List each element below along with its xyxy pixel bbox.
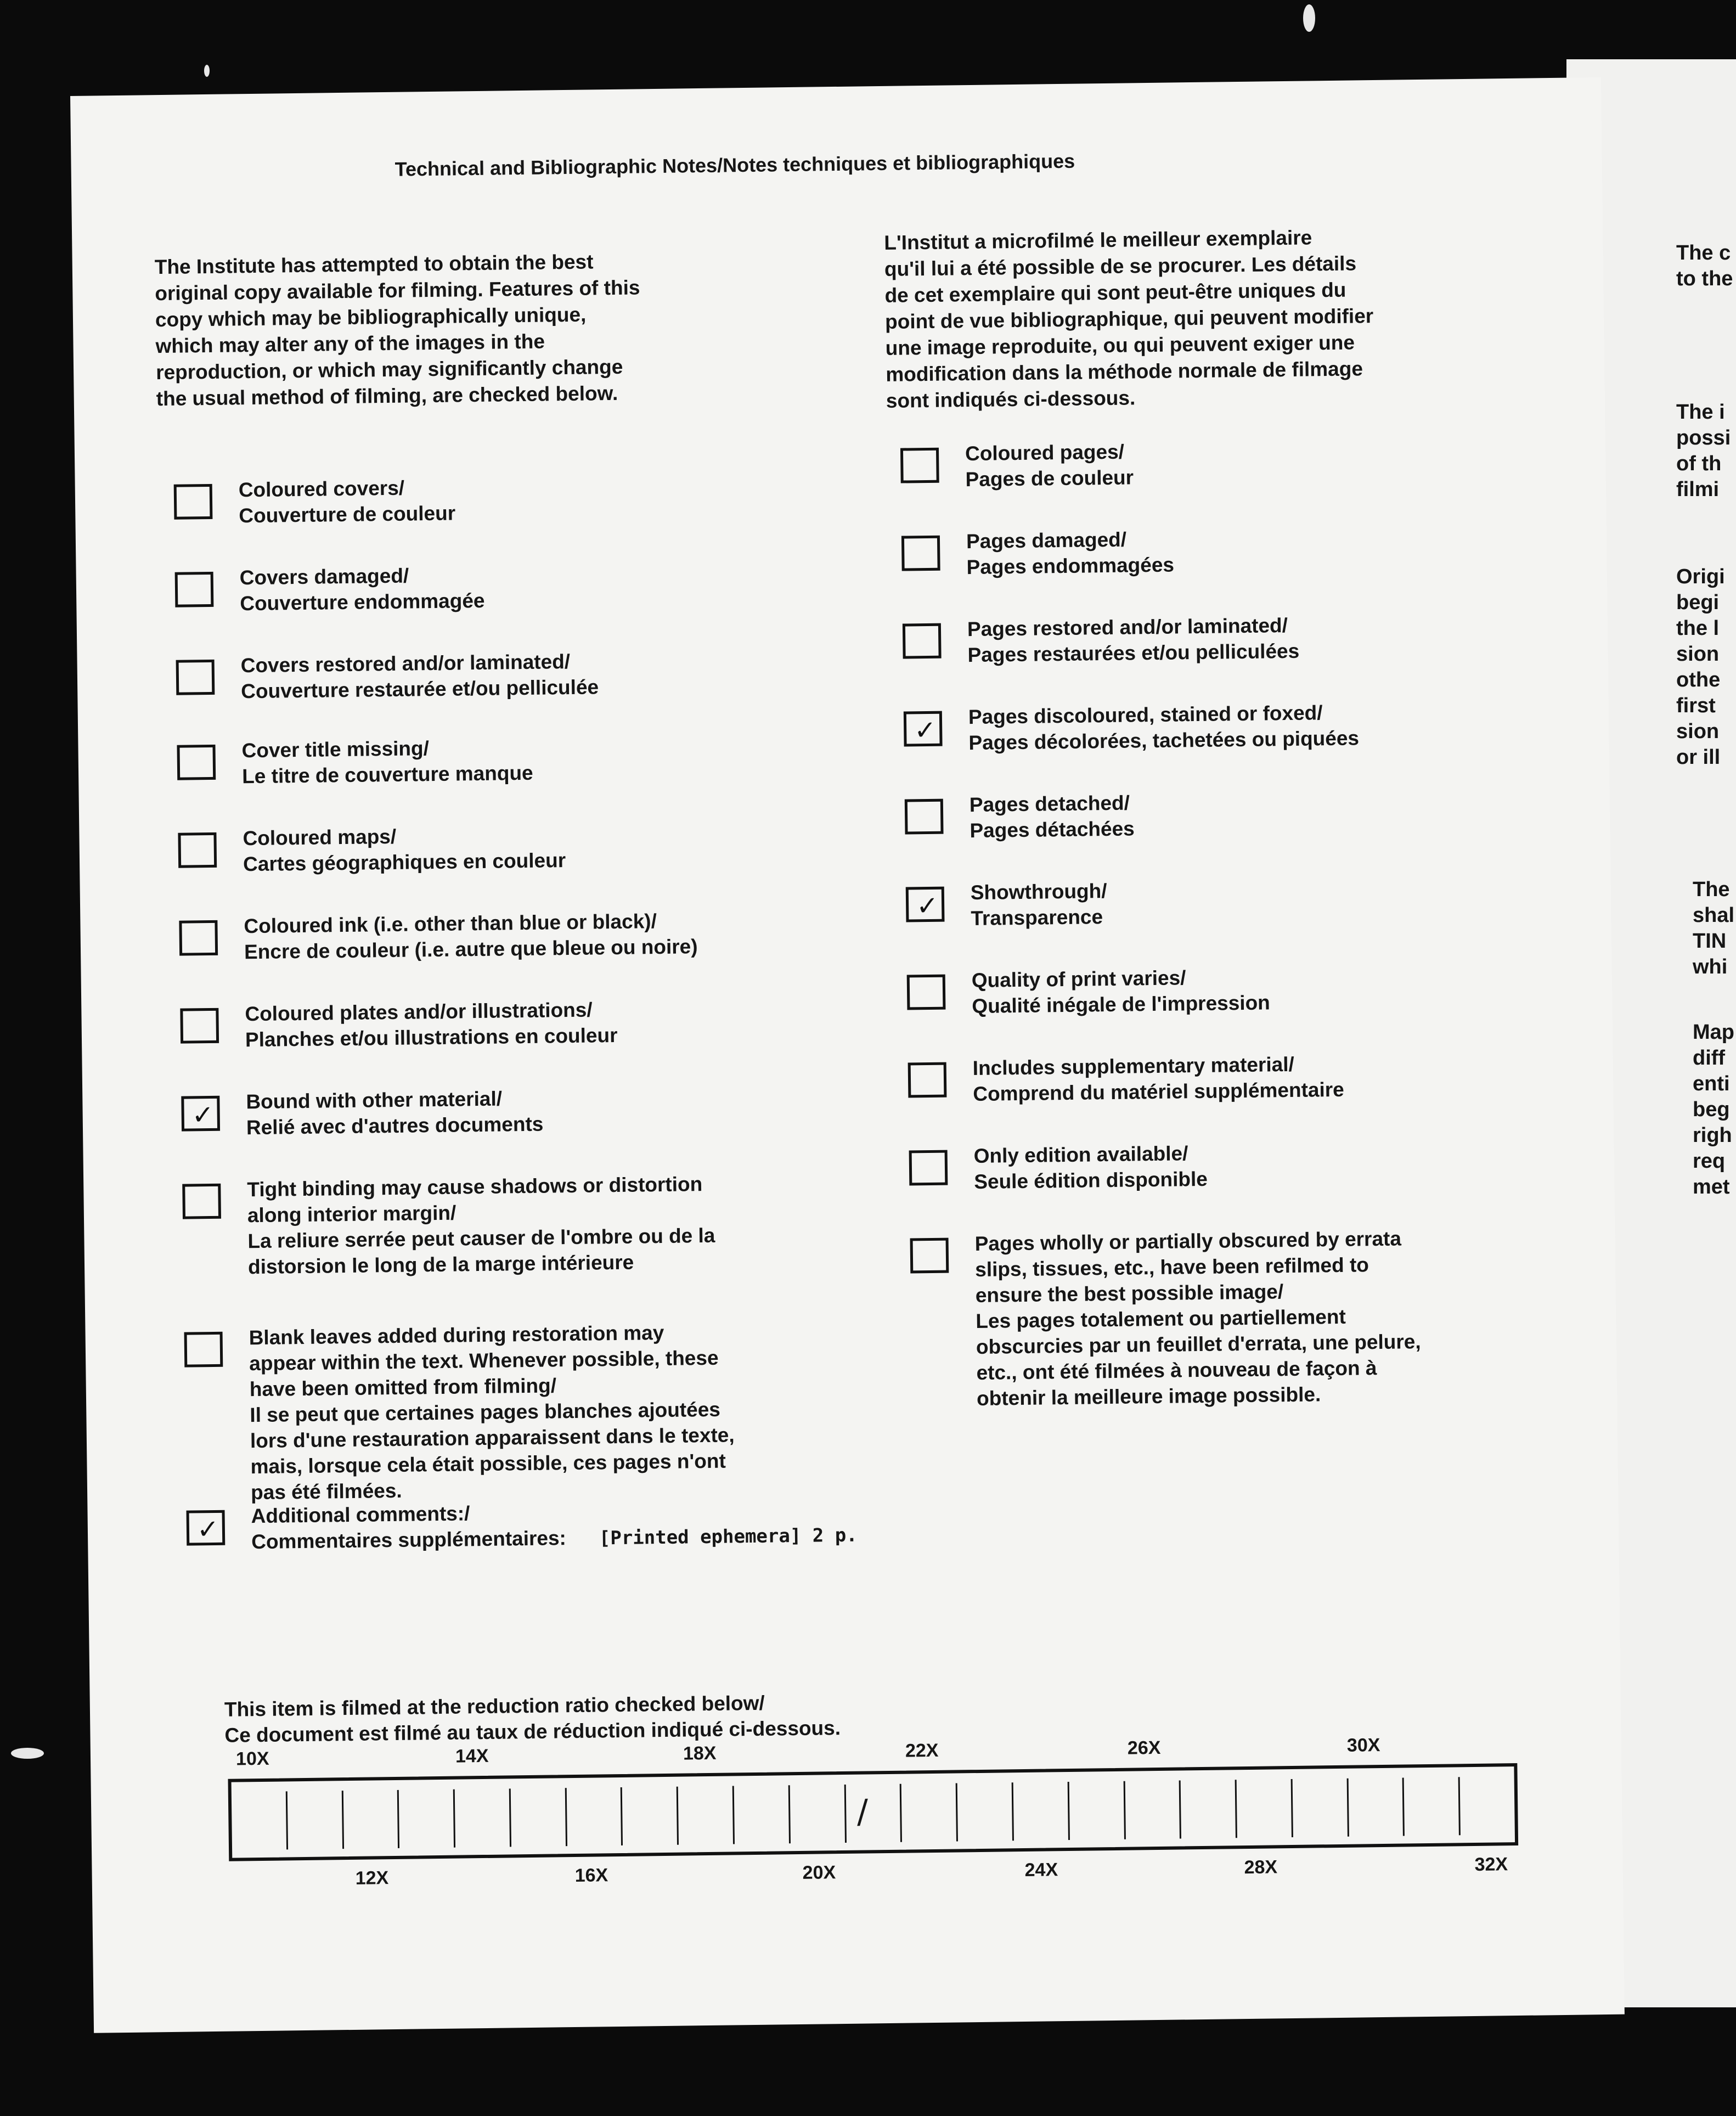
label-line: Le titre de couverture manque xyxy=(241,761,533,788)
scale-label: 22X xyxy=(905,1740,939,1762)
checklist-label xyxy=(246,1085,544,1141)
label-line: Covers restored and/or laminated/ xyxy=(240,650,571,677)
scale-cell[interactable] xyxy=(1067,1781,1124,1840)
label-line: Coloured ink (i.e. other than blue or black)/ xyxy=(244,910,657,938)
checkbox[interactable] xyxy=(177,745,216,780)
scale-label: 14X xyxy=(455,1745,489,1767)
label-line: distorsion le long de la marge intérieure xyxy=(247,1251,634,1279)
fragment-line: first xyxy=(1676,694,1716,717)
scale-cell[interactable] xyxy=(1179,1780,1236,1838)
fragment-line: begi xyxy=(1676,591,1720,614)
scale-label: 24X xyxy=(1024,1859,1058,1881)
checklist-label xyxy=(966,526,1175,580)
page-title: Technical and Bibliographic Notes/Notes techniques et bibliographiques xyxy=(394,149,1075,181)
checkbox[interactable] xyxy=(182,1184,221,1219)
checklist-label xyxy=(249,1319,735,1505)
scale-cell[interactable] xyxy=(956,1782,1012,1841)
checkbox[interactable] xyxy=(910,1238,949,1274)
adjacent-text-fragment xyxy=(1676,240,1733,292)
intro-line: the usual method of filming, are checked below. xyxy=(156,381,618,410)
label-line: Comprend du matériel supplémentaire xyxy=(973,1078,1344,1106)
scale-cell[interactable] xyxy=(1458,1776,1515,1835)
intro-line: qu'il lui a été possible de se procurer. Les détails xyxy=(884,252,1357,280)
scale-cell[interactable] xyxy=(1235,1779,1292,1838)
checklist-label xyxy=(968,699,1360,756)
intro-line: reproduction, or which may significantly change xyxy=(155,355,623,384)
checklist-label xyxy=(973,1140,1208,1195)
scale-cell[interactable] xyxy=(732,1785,789,1844)
fragment-line: TIN xyxy=(1693,930,1727,953)
scale-cell[interactable] xyxy=(1123,1781,1180,1839)
label-line: Planches et/ou illustrations en couleur xyxy=(245,1023,618,1051)
checklist-label xyxy=(967,612,1300,668)
adjacent-text-fragment xyxy=(1693,1020,1734,1200)
label-line: etc., ont été filmées à nouveau de façon à xyxy=(976,1357,1377,1384)
fragment-line: req xyxy=(1693,1150,1726,1173)
label-line: Couverture de couleur xyxy=(239,502,456,527)
checkbox[interactable] xyxy=(179,920,218,956)
checklist-label xyxy=(239,474,456,528)
scale-check-mark: / xyxy=(856,1792,869,1831)
adjacent-text-fragment xyxy=(1676,564,1725,770)
fragment-line: whi xyxy=(1693,955,1728,978)
label-line: mais, lorsque cela était possible, ces pages n'ont xyxy=(250,1449,726,1478)
scale-cell[interactable] xyxy=(397,1789,454,1848)
scale-cell[interactable] xyxy=(844,1784,900,1843)
checkmark-icon: ✓ xyxy=(196,1513,219,1545)
fragment-line: or ill xyxy=(1676,746,1721,769)
scale-cell[interactable] xyxy=(677,1786,733,1844)
fragment-line: possi xyxy=(1676,426,1731,449)
label-line: La reliure serrée peut causer de l'ombre ou de la xyxy=(247,1224,715,1253)
scale-label: 10X xyxy=(235,1748,269,1770)
label-line: Transparence xyxy=(971,905,1103,930)
checklist-label xyxy=(240,648,599,704)
intro-line: The Institute has attempted to obtain the best xyxy=(154,250,594,279)
fragment-line: sion xyxy=(1676,643,1720,666)
scale-label: 28X xyxy=(1244,1856,1278,1878)
scale-cell[interactable] xyxy=(509,1788,566,1847)
intro-line: which may alter any of the images in the xyxy=(155,330,545,358)
label-line: Coloured plates and/or illustrations/ xyxy=(245,998,593,1026)
label-line: Pages décolorées, tachetées ou piquées xyxy=(968,727,1360,755)
adjacent-text-fragment xyxy=(1676,399,1731,503)
fragment-line: The xyxy=(1693,878,1730,901)
reduction-scale-bar xyxy=(228,1763,1518,1861)
fragment-line: The i xyxy=(1676,401,1725,424)
ratio-line-en: This item is filmed at the reduction ratio checked below/ xyxy=(224,1691,765,1721)
checklist-label xyxy=(972,964,1271,1019)
document-sheet xyxy=(70,77,1625,2033)
scale-cell[interactable] xyxy=(286,1791,342,1849)
checklist-label xyxy=(970,790,1135,843)
intro-line: de cet exemplaire qui sont peut-être uniques du xyxy=(884,278,1346,307)
film-speck xyxy=(204,65,210,77)
label-line: Coloured maps/ xyxy=(243,825,397,850)
scale-label: 18X xyxy=(683,1742,717,1764)
film-speck xyxy=(11,1748,44,1759)
label-line: Pages discoloured, stained or foxed/ xyxy=(968,701,1323,729)
scale-cell[interactable] xyxy=(232,1791,286,1850)
checkbox[interactable] xyxy=(181,1096,220,1132)
fragment-line: Origi xyxy=(1676,565,1725,588)
checkbox[interactable] xyxy=(178,832,217,868)
checkbox[interactable] xyxy=(184,1332,223,1367)
checklist-label xyxy=(247,1171,715,1280)
label-line: Coloured covers/ xyxy=(238,476,405,502)
film-speck xyxy=(1303,4,1315,32)
checkbox[interactable] xyxy=(174,484,213,520)
intro-line: L'Institut a microfilmé le meilleur exemplaire xyxy=(884,226,1312,254)
label-line: Les pages totalement ou partiellement xyxy=(976,1305,1346,1333)
label-line: Il se peut que certaines pages blanches ajoutées xyxy=(250,1398,721,1427)
checklist-label xyxy=(974,1225,1422,1411)
checkbox[interactable] xyxy=(187,1510,226,1546)
fragment-line: shal xyxy=(1693,904,1735,927)
checkbox[interactable] xyxy=(175,572,214,607)
label-line: Couverture restaurée et/ou pelliculée xyxy=(241,676,599,703)
fragment-line: filmi xyxy=(1676,478,1720,501)
scale-label: 32X xyxy=(1474,1854,1508,1875)
label-line: Pages détachées xyxy=(970,817,1135,842)
scale-cell[interactable] xyxy=(621,1787,677,1845)
checkbox[interactable] xyxy=(901,536,940,571)
label-line: Covers damaged/ xyxy=(239,564,409,589)
label-line: obscurcies par un feuillet d'errata, une pelure, xyxy=(976,1330,1421,1358)
label-line: Bound with other material/ xyxy=(246,1087,503,1113)
fragment-line: of th xyxy=(1676,452,1722,475)
fragment-line: The c xyxy=(1676,241,1731,264)
intro-line: point de vue bibliographique, qui peuvent modifier xyxy=(884,305,1374,333)
label-line: along interior margin/ xyxy=(247,1201,456,1227)
label-line: Pages restaurées et/ou pelliculées xyxy=(967,639,1300,667)
adjacent-text-fragment xyxy=(1693,877,1734,980)
checklist-label xyxy=(239,562,484,616)
fragment-line: Map xyxy=(1693,1021,1734,1044)
intro-english xyxy=(155,246,771,412)
label-line: Pages detached/ xyxy=(969,791,1130,817)
ratio-line-fr: Ce document est filmé au taux de réduction indiqué ci-dessous. xyxy=(224,1717,841,1747)
label-line: Pages wholly or partially obscured by errata xyxy=(974,1227,1402,1256)
checkmark-icon: ✓ xyxy=(916,890,939,922)
label-line: Tight binding may cause shadows or distortion xyxy=(247,1173,703,1201)
label-line: obtenir la meilleure image possible. xyxy=(976,1383,1321,1410)
checkbox[interactable] xyxy=(176,660,215,695)
scale-cell[interactable] xyxy=(565,1787,621,1846)
label-line: Additional comments:/ xyxy=(251,1502,470,1528)
scale-cell[interactable] xyxy=(1012,1782,1068,1841)
label-line: slips, tissues, etc., have been refilmed to xyxy=(974,1253,1369,1281)
checklist-label xyxy=(243,821,566,877)
intro-line: une image reproduite, ou qui peuvent exiger une xyxy=(885,331,1355,359)
fragment-line: diff xyxy=(1693,1046,1726,1070)
label-line: ensure the best possible image/ xyxy=(975,1280,1284,1307)
label-line: Pages restored and/or laminated/ xyxy=(967,614,1288,641)
label-line: Cartes géographiques en couleur xyxy=(243,849,566,876)
fragment-line: enti xyxy=(1693,1072,1730,1095)
checkbox[interactable] xyxy=(907,975,946,1010)
label-line: have been omitted from filming/ xyxy=(249,1374,557,1401)
checkbox[interactable] xyxy=(908,1062,947,1098)
intro-french xyxy=(884,222,1501,414)
checkbox[interactable] xyxy=(909,1150,948,1186)
checkmark-icon: ✓ xyxy=(191,1099,215,1131)
checklist-label xyxy=(971,878,1108,931)
checkbox[interactable] xyxy=(900,448,939,483)
checklist-label xyxy=(241,734,533,789)
label-line: Encre de couleur (i.e. autre que bleue ou noire) xyxy=(244,935,698,964)
intro-line: copy which may be bibliographically unique, xyxy=(155,303,587,331)
scale-label: 20X xyxy=(802,1862,836,1883)
fragment-line: othe xyxy=(1676,668,1721,691)
checkbox[interactable] xyxy=(180,1008,219,1044)
checklist-label xyxy=(244,908,698,965)
label-line: Couverture endommagée xyxy=(240,589,485,615)
comment-note: [Printed ephemera] 2 p. xyxy=(599,1524,858,1550)
label-line: Pages de couleur xyxy=(965,466,1134,491)
checkbox[interactable] xyxy=(904,711,943,747)
intro-line: modification dans la méthode normale de filmage xyxy=(886,357,1363,386)
scale-cell[interactable] xyxy=(1402,1777,1459,1836)
scale-cell[interactable] xyxy=(1290,1779,1347,1837)
scale-cell[interactable] xyxy=(1346,1778,1403,1837)
label-line: appear within the text. Whenever possible, these xyxy=(249,1346,719,1375)
scale-label: 26X xyxy=(1127,1737,1161,1759)
scale-label: 30X xyxy=(1346,1735,1380,1756)
scale-label: 12X xyxy=(355,1867,389,1889)
checkbox[interactable] xyxy=(903,623,942,659)
intro-line: sont indiqués ci-dessous. xyxy=(886,386,1136,412)
checkmark-icon: ✓ xyxy=(914,714,937,746)
checkbox[interactable] xyxy=(905,799,944,835)
intro-line: original copy available for filming. Features of this xyxy=(155,276,640,305)
scale-cell[interactable] xyxy=(453,1788,510,1847)
checklist-label xyxy=(251,1496,858,1556)
label-line: Seule édition disponible xyxy=(974,1167,1208,1194)
label-line: Quality of print varies/ xyxy=(971,966,1186,992)
fragment-line: met xyxy=(1693,1175,1730,1198)
scale-cell[interactable] xyxy=(341,1790,398,1849)
checklist-label xyxy=(245,997,618,1053)
fragment-line: the l xyxy=(1676,617,1720,640)
fragment-line: to the xyxy=(1676,267,1733,290)
reduction-ratio-note xyxy=(224,1689,841,1748)
label-line: Showthrough/ xyxy=(970,880,1107,904)
checkbox[interactable] xyxy=(906,887,945,922)
label-line: Qualité inégale de l'impression xyxy=(972,991,1271,1018)
label-line: lors d'une restauration apparaissent dans le texte, xyxy=(250,1423,735,1453)
scale-cell[interactable] xyxy=(900,1783,956,1842)
scale-label: 16X xyxy=(574,1865,608,1887)
label-line: Coloured pages/ xyxy=(965,440,1125,465)
fragment-line: righ xyxy=(1693,1124,1732,1147)
fragment-line: sion xyxy=(1676,720,1720,743)
label-line: Only edition available/ xyxy=(973,1142,1188,1168)
fragment-line: beg xyxy=(1693,1098,1730,1121)
label-line: pas été filmées. xyxy=(250,1479,402,1504)
label-line: Pages endommagées xyxy=(966,553,1175,579)
checklist-label xyxy=(972,1051,1344,1107)
label-line: Blank leaves added during restoration may xyxy=(249,1321,664,1349)
label-line: Cover title missing/ xyxy=(241,737,430,762)
scale-cell[interactable] xyxy=(788,1785,845,1843)
label-line: Includes supplementary material/ xyxy=(972,1053,1295,1080)
label-line: Pages damaged/ xyxy=(966,528,1127,553)
label-line: Relié avec d'autres documents xyxy=(246,1112,544,1139)
checklist-label xyxy=(965,438,1134,492)
label-line: Commentaires supplémentaires: [Printed ephemera] 2 p. xyxy=(251,1524,858,1554)
